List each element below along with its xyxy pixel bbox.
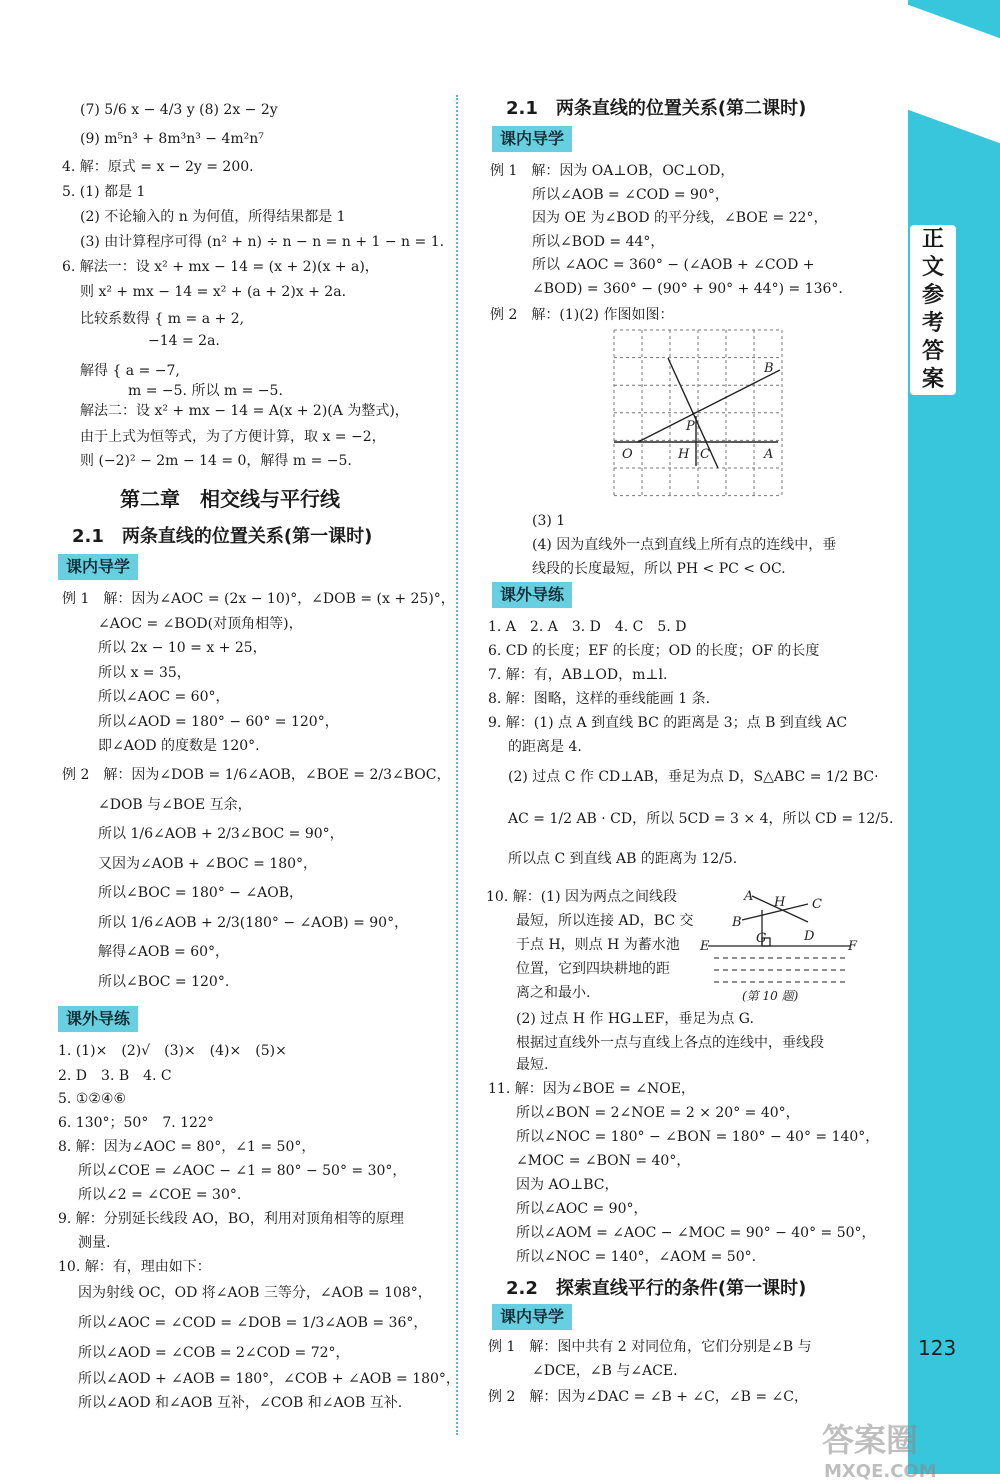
- example-line: 例 1 解：因为 OA⊥OB，OC⊥OD，: [490, 163, 735, 179]
- answer-line: 则 (−2)² − 2m − 14 = 0，解得 m = −5.: [80, 453, 352, 469]
- answer-line: 最短，所以连接 AD，BC 交: [516, 913, 694, 929]
- answer-line: 6. CD 的长度；EF 的长度；OD 的长度；OF 的长度: [488, 643, 820, 659]
- answer-line: 所以点 C 到直线 AB 的距离为 12/5.: [508, 851, 738, 867]
- example-line: 所以 2x − 10 = x + 25，: [98, 640, 267, 656]
- side-tab-char: 正: [921, 227, 944, 252]
- q10-label-F: F: [848, 939, 858, 954]
- watermark-main: 答案圈: [822, 1421, 919, 1459]
- figure-label-A: A: [764, 447, 774, 462]
- answer-line: 所以∠COE = ∠AOC − ∠1 = 80° − 50° = 30°，: [78, 1163, 407, 1179]
- answer-line: 所以∠AOM = ∠AOC − ∠MOC = 90° − 40° = 50°，: [516, 1225, 876, 1241]
- side-tab-answers: [910, 225, 956, 395]
- example-line: 所以 1/6∠AOB + 2/3(180° − ∠AOB) = 90°，: [98, 914, 409, 931]
- q10-label-G: G: [756, 931, 767, 946]
- answer-line: 因为 AO⊥BC，: [516, 1177, 619, 1193]
- tab-in-class: 课内导学: [492, 126, 572, 152]
- answer-line: (9) m⁵n³ + 8m³n³ − 4m²n⁷: [80, 131, 264, 147]
- chapter-title: 第二章 相交线与平行线: [120, 487, 340, 511]
- example-line: 例 2 解：(1)(2) 作图如图：: [490, 307, 674, 323]
- answer-line: 所以∠AOD 和∠AOB 互补，∠COB 和∠AOB 互补.: [78, 1395, 403, 1411]
- q10-figure: [700, 884, 870, 1004]
- example-line: 所以∠BOC = 180° − ∠AOB，: [98, 885, 304, 901]
- answer-line: 因为射线 OC，OD 将∠AOB 三等分，∠AOB = 108°，: [78, 1285, 432, 1301]
- answer-line: (4) 因为直线外一点到直线上所有点的连线中，垂: [532, 537, 837, 553]
- answer-line: 线段的长度最短，所以 PH < PC < OC.: [532, 561, 786, 577]
- answer-line: 最短.: [516, 1057, 549, 1073]
- example-line: 所以 x = 35，: [98, 664, 191, 681]
- answer-line: 所以∠NOC = 140°，∠AOM = 50°.: [516, 1249, 757, 1265]
- q10-label-H: H: [774, 895, 786, 910]
- example-line: ∠DCE，∠B 与∠ACE.: [532, 1363, 678, 1379]
- example-line: ∠BOD) = 360° − (90° + 90° + 44°) = 136°.: [532, 280, 843, 297]
- answer-line: (3) 1: [532, 513, 566, 529]
- answer-line: 11. 解：因为∠BOE = ∠NOE，: [488, 1081, 695, 1097]
- answer-line: (2) 过点 C 作 CD⊥AB，垂足为点 D，S△ABC = 1/2 BC·: [508, 769, 879, 785]
- answer-line: −14 = 2a.: [148, 333, 220, 349]
- page-number: 123: [918, 1336, 957, 1360]
- answer-line: 则 x² + mx − 14 = x² + (a + 2)x + 2a.: [80, 284, 347, 300]
- section-title: 2.1 两条直线的位置关系(第二课时): [506, 98, 807, 119]
- answer-line: 测量.: [78, 1235, 111, 1251]
- answer-line: 所以∠AOD = ∠COB = 2∠COD = 72°，: [78, 1345, 350, 1361]
- answer-line: 6. 130°；50° 7. 122°: [58, 1115, 214, 1131]
- answer-line: 9. 解：分别延长线段 AO，BO，利用对顶角相等的原理: [58, 1211, 404, 1227]
- answer-line: 2. D 3. B 4. C: [58, 1068, 172, 1084]
- column-divider: [456, 95, 458, 1435]
- side-tab-char: 答: [921, 339, 944, 364]
- answer-line: 离之和最小.: [516, 985, 591, 1001]
- q10-label-C: C: [812, 897, 822, 912]
- answer-line: 5. (1) 都是 1: [62, 184, 146, 200]
- side-tab-char: 考: [921, 311, 944, 336]
- tab-out-class: 课外导练: [58, 1006, 138, 1032]
- q10-caption: (第 10 题): [742, 989, 799, 1003]
- answer-line: 比较系数得 { m = a + 2,: [80, 311, 245, 327]
- figure-label-B: B: [764, 361, 774, 376]
- answer-line: 于点 H，则点 H 为蓄水池: [516, 937, 680, 953]
- answer-line: 4. 解：原式 = x − 2y = 200.: [62, 159, 254, 175]
- example-line: 所以 1/6∠AOB + 2/3∠BOC = 90°，: [98, 826, 344, 842]
- answer-line: 10. 解：有，理由如下：: [58, 1259, 211, 1275]
- q10-label-E: E: [700, 939, 710, 954]
- answer-line: 由于上式为恒等式，为了方便计算，取 x = −2，: [80, 429, 386, 445]
- figure-label-P: P: [686, 419, 695, 434]
- answer-line: ∠MOC = ∠BON = 40°，: [516, 1153, 691, 1169]
- example-line: 所以∠BOD = 44°，: [532, 233, 665, 250]
- answer-line: (2) 过点 H 作 HG⊥EF，垂足为点 G.: [516, 1011, 754, 1027]
- answer-line: 1. A 2. A 3. D 4. C 5. D: [488, 619, 687, 635]
- right-color-band: [908, 0, 1000, 1474]
- example-line: 所以∠AOD = 180° − 60° = 120°，: [98, 713, 339, 730]
- answer-line: 的距离是 4.: [508, 739, 582, 755]
- answer-line: (3) 由计算程序可得 (n² + n) ÷ n − n = n + 1 − n = 1.: [80, 234, 445, 250]
- tab-in-class: 课内导学: [492, 1304, 572, 1330]
- example-line: 例 1 解：图中共有 2 对同位角，它们分别是∠B 与: [488, 1339, 812, 1355]
- answer-line: 9. 解：(1) 点 A 到直线 BC 的距离是 3；点 B 到直线 AC: [488, 715, 848, 731]
- answer-line: 解得 { a = −7,: [80, 363, 180, 379]
- figure-label-O: O: [622, 447, 633, 462]
- example-line: 例 2 解：因为∠DAC = ∠B + ∠C，∠B = ∠C，: [488, 1389, 808, 1405]
- example-line: ∠AOC = ∠BOD(对顶角相等)，: [98, 615, 303, 632]
- answer-line: 所以∠AOD + ∠AOB = 180°，∠COB + ∠AOB = 180°，: [78, 1371, 460, 1387]
- example-line: 所以∠BOC = 120°.: [98, 973, 230, 990]
- example-line: 例 2 解：因为∠DOB = 1/6∠AOB，∠BOE = 2/3∠BOC，: [62, 767, 451, 783]
- example-line: 即∠AOD 的度数是 120°.: [98, 738, 260, 754]
- answer-line: 所以∠NOC = 180° − ∠BON = 180° − 40° = 140°，: [516, 1129, 880, 1145]
- answer-line: (7) 5/6 x − 4/3 y (8) 2x − 2y: [80, 102, 278, 118]
- side-tab-char: 案: [921, 367, 944, 392]
- answer-line: m = −5. 所以 m = −5.: [128, 383, 283, 399]
- side-tab-char: 文: [921, 255, 944, 280]
- q10-label-B: B: [732, 915, 742, 930]
- answer-line: 1. (1)× (2)√ (3)× (4)× (5)×: [58, 1043, 287, 1059]
- figure-label-C: C: [700, 447, 710, 462]
- section-title: 2.1 两条直线的位置关系(第一课时): [72, 526, 373, 547]
- example-line: 所以∠AOB = ∠COD = 90°，: [532, 186, 729, 203]
- answer-line: 根据过直线外一点与直线上各点的连线中，垂线段: [516, 1035, 824, 1051]
- answer-line: 所以∠BON = 2∠NOE = 2 × 20° = 40°，: [516, 1105, 800, 1121]
- answer-line: 解法二：设 x² + mx − 14 = A(x + 2)(A 为整式)，: [80, 403, 409, 419]
- example-line: 所以∠AOC = 60°，: [98, 689, 230, 705]
- answer-line: 所以∠AOC = 90°，: [516, 1201, 648, 1217]
- grid-figure: [600, 326, 790, 500]
- q10-label-D: D: [804, 929, 815, 944]
- answer-line: 10. 解：(1) 因为两点之间线段: [486, 889, 677, 905]
- example-line: 因为 OE 为∠BOD 的平分线，∠BOE = 22°，: [532, 210, 828, 226]
- answer-line: AC = 1/2 AB · CD，所以 5CD = 3 × 4，所以 CD = 12/5.: [508, 811, 894, 827]
- answer-line: (2) 不论输入的 n 为何值，所得结果都是 1: [80, 209, 346, 225]
- answer-line: 5. ①②④⑥: [58, 1091, 127, 1107]
- tab-out-class: 课外导练: [492, 582, 572, 608]
- example-line: 又因为∠AOB + ∠BOC = 180°，: [98, 855, 318, 872]
- answer-line: 所以∠2 = ∠COE = 30°.: [78, 1187, 242, 1203]
- section-title: 2.2 探索直线平行的条件(第一课时): [506, 1278, 807, 1299]
- answer-line: 8. 解：图略，这样的垂线能画 1 条.: [488, 691, 711, 707]
- line-OB: [638, 370, 780, 442]
- tab-in-class: 课内导学: [58, 554, 138, 580]
- example-line: 解得∠AOB = 60°，: [98, 944, 230, 960]
- watermark-site: MXQE.COM: [824, 1461, 937, 1482]
- example-line: 所以 ∠AOC = 360° − (∠AOB + ∠COD +: [532, 257, 815, 273]
- side-tab-char: 参: [921, 283, 944, 308]
- q10-label-A: A: [744, 889, 754, 904]
- example-line: 例 1 解：因为∠AOC = (2x − 10)°，∠DOB = (x + 25)°，: [62, 591, 455, 607]
- answer-line: 位置，它到四块耕地的距: [516, 961, 670, 977]
- watermark: [822, 1415, 937, 1482]
- answer-line: 7. 解：有，AB⊥OD，m⊥l.: [488, 667, 668, 683]
- answer-line: 8. 解：因为∠AOC = 80°，∠1 = 50°，: [58, 1139, 316, 1155]
- answer-line: 6. 解法一：设 x² + mx − 14 = (x + 2)(x + a)，: [62, 259, 379, 275]
- example-line: ∠DOB 与∠BOE 互余，: [98, 796, 252, 813]
- answer-line: 所以∠AOC = ∠COD = ∠DOB = 1/3∠AOB = 36°，: [78, 1315, 428, 1331]
- figure-label-H: H: [678, 447, 690, 462]
